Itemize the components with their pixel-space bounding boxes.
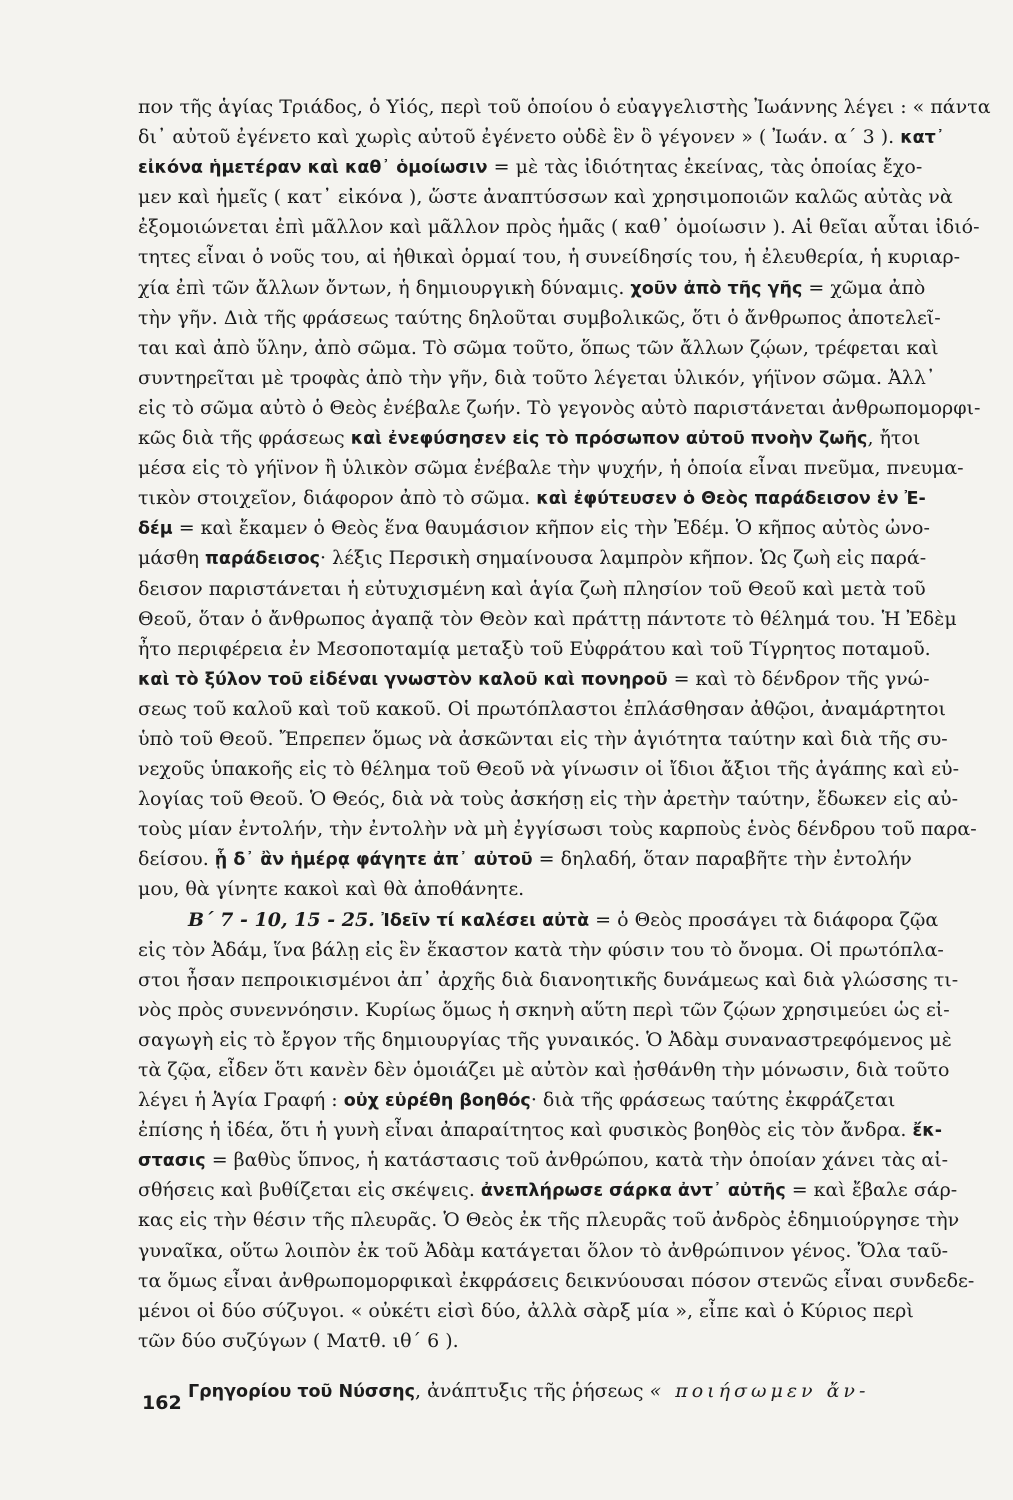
plain-text: τὴν γῆν. Διὰ τῆς φράσεως ταύτης δηλοῦται συμβολικῶς, ὅτι ὁ ἄνθρωπος ἀποτελεῖ- — [138, 306, 941, 329]
text-line — [138, 1145, 978, 1175]
emphasis-text: κατ᾽ — [900, 128, 945, 149]
text-line — [138, 1025, 978, 1055]
plain-text: τα ὅμως εἶναι ἀνθρωπομορφικαὶ ἐκφράσεις δεικνύουσαι πόσον στενῶς εἶναι συνδεδε- — [138, 1269, 975, 1292]
emphasis-text: δέμ — [138, 519, 173, 540]
plain-text: κῶς διὰ τῆς φράσεως — [138, 427, 351, 450]
plain-text: νεχοῦς ὑπακοῆς εἰς τὸ θέλημα τοῦ Θεοῦ νὰ γίνωσιν οἱ ἴδιοι ἄξιοι τῆς ἀγάπης καὶ εὐ- — [138, 758, 959, 781]
text-line — [138, 333, 978, 363]
text-line — [138, 1376, 978, 1406]
text-line — [138, 1296, 978, 1326]
text-line — [138, 242, 978, 272]
emphasis-text: « ποιήσωμεν ἄν- — [649, 1379, 870, 1402]
emphasis-text: καὶ ἐφύτευσεν ὁ Θεὸς παράδεισον ἐν Ἐ- — [536, 489, 926, 510]
text-line — [138, 694, 978, 724]
plain-text: = δηλαδή, ὅταν παραβῆτε τὴν ἐντολήν — [532, 848, 912, 871]
plain-text: χία ἐπὶ τῶν ἄλλων ὄντων, ἡ δημιουργικὴ δύναμις. — [138, 276, 631, 299]
plain-text: κας εἰς τὴν θέσιν τῆς πλευρᾶς. Ὁ Θεὸς ἐκ τῆς πλευρᾶς τοῦ ἀνδρὸς ἐδημιούργησε τὴν — [138, 1209, 960, 1232]
emphasis-text: στασις — [138, 1151, 206, 1172]
text-line — [138, 513, 978, 543]
emphasis-text: παράδεισος — [205, 549, 321, 570]
plain-text: · λέξις Περσικὴ σημαίνουσα λαμπρὸν κῆπον. Ὡς ζωὴ εἰς παρά- — [320, 547, 927, 570]
plain-text: , ἀνάπτυξις τῆς ῥήσεως — [415, 1379, 650, 1402]
plain-text: · διὰ τῆς φράσεως ταύτης ἐκφράζεται — [530, 1089, 896, 1112]
plain-text: σεως τοῦ καλοῦ καὶ τοῦ κακοῦ. Οἱ πρωτόπλαστοι ἐπλάσθησαν ἀθῷοι, ἀναμάρτητοι — [138, 697, 946, 720]
text-line — [138, 604, 978, 634]
plain-text: μου, θὰ γίνητε κακοὶ καὶ θὰ ἀποθάνητε. — [138, 878, 525, 901]
text-line — [138, 273, 978, 303]
plain-text: μάσθη — [138, 547, 206, 570]
emphasis-text: ἔκ- — [912, 1121, 942, 1142]
text-line — [138, 152, 978, 182]
text-line — [138, 754, 978, 784]
text-line — [138, 363, 978, 393]
text-line — [138, 574, 978, 604]
text-line — [138, 634, 978, 664]
text-line — [138, 1266, 978, 1296]
text-line — [138, 303, 978, 333]
body-text — [138, 92, 991, 1406]
plain-text: συντηρεῖται μὲ τροφὰς ἀπὸ τὴν γῆν, διὰ τοῦτο λέγεται ὑλικόν, γήϊνον σῶμα. Ἀλλ᾽ — [138, 366, 936, 389]
paragraph-gap — [138, 1356, 978, 1376]
emphasis-text: ᾗ δ᾽ ἂν ἡμέρᾳ φάγητε ἀπ᾽ αὐτοῦ — [214, 850, 533, 871]
plain-text: ἦτο περιφέρεια ἐν Μεσοποταμίᾳ μεταξὺ τοῦ Εὐφράτου καὶ τοῦ Τίγρητος ποταμοῦ. — [138, 637, 931, 660]
plain-text: ὑπὸ τοῦ Θεοῦ. Ἔπρεπεν ὅμως νὰ ἀσκῶνται εἰς τὴν ἁγιότητα ταύτην καὶ διὰ τῆς συ- — [138, 727, 948, 750]
emphasis-text: Β΄ 7 - 10, 15 - 25. — [188, 908, 382, 931]
text-line — [138, 483, 978, 513]
emphasis-text: καὶ τὸ ξύλον τοῦ εἰδέναι γνωστὸν καλοῦ καὶ πονηροῦ — [138, 669, 668, 690]
plain-text: γυναῖκα, οὕτω λοιπὸν ἐκ τοῦ Ἀδὰμ κατάγεται ὅλον τὸ ἀνθρώπινον γένος. Ὅλα ταῦ- — [138, 1239, 949, 1262]
plain-text: = βαθὺς ὕπνος, ἡ κατάστασις τοῦ ἀνθρώπου, κατὰ τὴν ὁποίαν χάνει τὰς αἰ- — [205, 1149, 949, 1172]
text-line — [138, 1205, 978, 1235]
text-line — [138, 1115, 978, 1145]
plain-text: μεν καὶ ἡμεῖς ( κατ᾽ εἰκόνα ), ὥστε ἀναπτύσσων καὶ χρησιμοποιῶν καλῶς αὐτὰς νὰ — [138, 186, 953, 209]
text-line — [138, 1085, 978, 1115]
plain-text: εἰς τὸ σῶμα αὐτὸ ὁ Θεὸς ἐνέβαλε ζωήν. Τὸ γεγονὸς αὐτὸ παριστάνεται ἀνθρωπομορφι- — [138, 396, 981, 419]
emphasis-text: χοῦν ἀπὸ τῆς γῆς — [630, 278, 803, 299]
text-line — [138, 784, 978, 814]
text-line — [138, 995, 978, 1025]
text-line — [138, 1326, 978, 1356]
plain-text: εἰς τὸν Ἀδάμ, ἵνα βάλῃ εἰς ἓν ἕκαστον κατὰ τὴν φύσιν του τὸ ὄνομα. Οἱ πρωτόπλα- — [138, 938, 944, 961]
plain-text: λέγει ἡ Ἁγία Γραφή : — [138, 1089, 344, 1112]
plain-text: = ὁ Θεὸς προσάγει τὰ διάφορα ζῷα — [589, 908, 939, 931]
text-line — [138, 423, 978, 453]
plain-text: σθήσεις καὶ βυθίζεται εἰς σκέψεις. — [138, 1179, 481, 1202]
plain-text: δεισον παριστάνεται ἡ εὐτυχισμένη καὶ ἁγία ζωὴ πλησίον τοῦ Θεοῦ καὶ μετὰ τοῦ — [138, 577, 926, 600]
plain-text: = μὲ τὰς ἰδιότητας ἐκείνας, τὰς ὁποίας ἔχο- — [487, 156, 923, 179]
text-line — [138, 935, 978, 965]
plain-text: = καὶ ἔκαμεν ὁ Θεὸς ἕνα θαυμάσιον κῆπον εἰς τὴν Ἐδέμ. Ὁ κῆπος αὐτὸς ὠνο- — [172, 517, 930, 540]
emphasis-text: Ἰδεῖν τί καλέσει αὐτὰ — [381, 910, 590, 931]
text-line — [138, 814, 978, 844]
plain-text: μέσα εἰς τὸ γήϊνον ἢ ὑλικὸν σῶμα ἐνέβαλε τὴν ψυχήν, ἡ ὁποία εἶναι πνεῦμα, πνευμα- — [138, 457, 964, 480]
plain-text: ἐξομοιώνεται ἐπὶ μᾶλλον καὶ μᾶλλον πρὸς ἡμᾶς ( καθ᾽ ὁμοίωσιν ). Αἱ θεῖαι αὗται ἰδιό- — [138, 216, 980, 239]
text-line — [138, 664, 978, 694]
emphasis-text: Γρηγορίου τοῦ Νύσσης — [188, 1381, 416, 1402]
plain-text: τοὺς μίαν ἐντολήν, τὴν ἐντολὴν νὰ μὴ ἐγγίσωσι τοὺς καρποὺς ἑνὸς δένδρου τοῦ παρα- — [138, 818, 977, 841]
text-line — [138, 1175, 978, 1205]
plain-text: τῶν δύο συζύγων ( Ματθ. ιθ΄ 6 ). — [138, 1329, 459, 1352]
text-line — [138, 1236, 978, 1266]
plain-text: δι᾽ αὐτοῦ ἐγένετο καὶ χωρὶς αὐτοῦ ἐγένετο οὐδὲ ἓν ὃ γέγονεν » ( Ἰωάν. α΄ 3 ). — [138, 126, 901, 149]
plain-text: δείσου. — [138, 848, 215, 871]
plain-text: , ἤτοι — [867, 427, 921, 450]
plain-text: μένοι οἱ δύο σύζυγοι. « οὐκέτι εἰσὶ δύο, ἀλλὰ σὰρξ μία », εἶπε καὶ ὁ Κύριος περὶ — [138, 1299, 914, 1322]
plain-text: λογίας τοῦ Θεοῦ. Ὁ Θεός, διὰ νὰ τοὺς ἀσκήσῃ εἰς τὴν ἀρετὴν ταύτην, ἔδωκεν εἰς αὐ- — [138, 788, 958, 811]
plain-text: Θεοῦ, ὅταν ὁ ἄνθρωπος ἀγαπᾷ τὸν Θεὸν καὶ πράττῃ πάντοτε τὸ θέλημά του. Ἡ Ἐδὲμ — [138, 607, 957, 630]
plain-text: = καὶ ἔβαλε σάρ- — [785, 1179, 958, 1202]
plain-text: τητες εἶναι ὁ νοῦς του, αἱ ἠθικαὶ ὁρμαί του, ἡ συνείδησίς του, ἡ ἐλευθερία, ἡ κυριαρ- — [138, 246, 961, 269]
text-line — [138, 543, 978, 573]
plain-text: σαγωγὴ εἰς τὸ ἔργον τῆς δημιουργίας τῆς γυναικός. Ὁ Ἀδὰμ συναναστρεφόμενος μὲ — [138, 1028, 952, 1051]
text-line — [138, 122, 978, 152]
plain-text: νὸς πρὸς συνεννόησιν. Κυρίως ὅμως ἡ σκηνὴ αὕτη περὶ τῶν ζῴων χρησιμεύει ὡς εἰ- — [138, 998, 950, 1021]
plain-text: = καὶ τὸ δένδρον τῆς γνώ- — [667, 667, 930, 690]
text-line — [138, 453, 978, 483]
page-number: 162 — [142, 1392, 182, 1414]
text-line — [138, 1055, 978, 1085]
text-line — [138, 965, 978, 995]
text-line — [138, 844, 978, 874]
plain-text: ται καὶ ἀπὸ ὕλην, ἀπὸ σῶμα. Τὸ σῶμα τοῦτο, ὅπως τῶν ἄλλων ζῴων, τρέφεται καὶ — [138, 336, 939, 359]
text-line — [138, 905, 978, 935]
emphasis-text: καὶ ἐνεφύσησεν εἰς τὸ πρόσωπον αὐτοῦ πνοὴν ζωῆς — [350, 429, 868, 450]
plain-text: ἐπίσης ἡ ἰδέα, ὅτι ἡ γυνὴ εἶναι ἀπαραίτητος καὶ φυσικὸς βοηθὸς εἰς τὸν ἄνδρα. — [138, 1119, 913, 1142]
text-line — [138, 212, 978, 242]
text-line — [138, 724, 978, 754]
text-line — [138, 874, 978, 904]
text-line — [138, 182, 978, 212]
plain-text: τικὸν στοιχεῖον, διάφορον ἀπὸ τὸ σῶμα. — [138, 487, 537, 510]
plain-text: τὰ ζῷα, εἶδεν ὅτι κανὲν δὲν ὁμοιάζει μὲ αὐτὸν καὶ ᾐσθάνθη τὴν μόνωσιν, διὰ τοῦτο — [138, 1059, 950, 1081]
plain-text: πον τῆς ἁγίας Τριάδος, ὁ Υἱός, περὶ τοῦ ὁποίου ὁ εὐαγγελιστὴς Ἰωάννης λέγει : « πάντα — [138, 96, 991, 118]
emphasis-text: ἀνεπλήρωσε σάρκα ἀντ᾽ αὐτῆς — [480, 1181, 786, 1202]
text-line — [138, 393, 981, 423]
plain-text: = χῶμα ἀπὸ — [802, 276, 926, 299]
emphasis-text: οὐχ εὑρέθη βοηθός — [343, 1091, 531, 1112]
plain-text: στοι ἦσαν πεπροικισμένοι ἀπ᾽ ἀρχῆς διὰ διανοητικῆς δυνάμεως καὶ διὰ γλώσσης τι- — [138, 968, 959, 991]
emphasis-text: εἰκόνα ἡμετέραν καὶ καθ᾽ ὁμοίωσιν — [138, 158, 488, 179]
text-line — [138, 92, 991, 122]
